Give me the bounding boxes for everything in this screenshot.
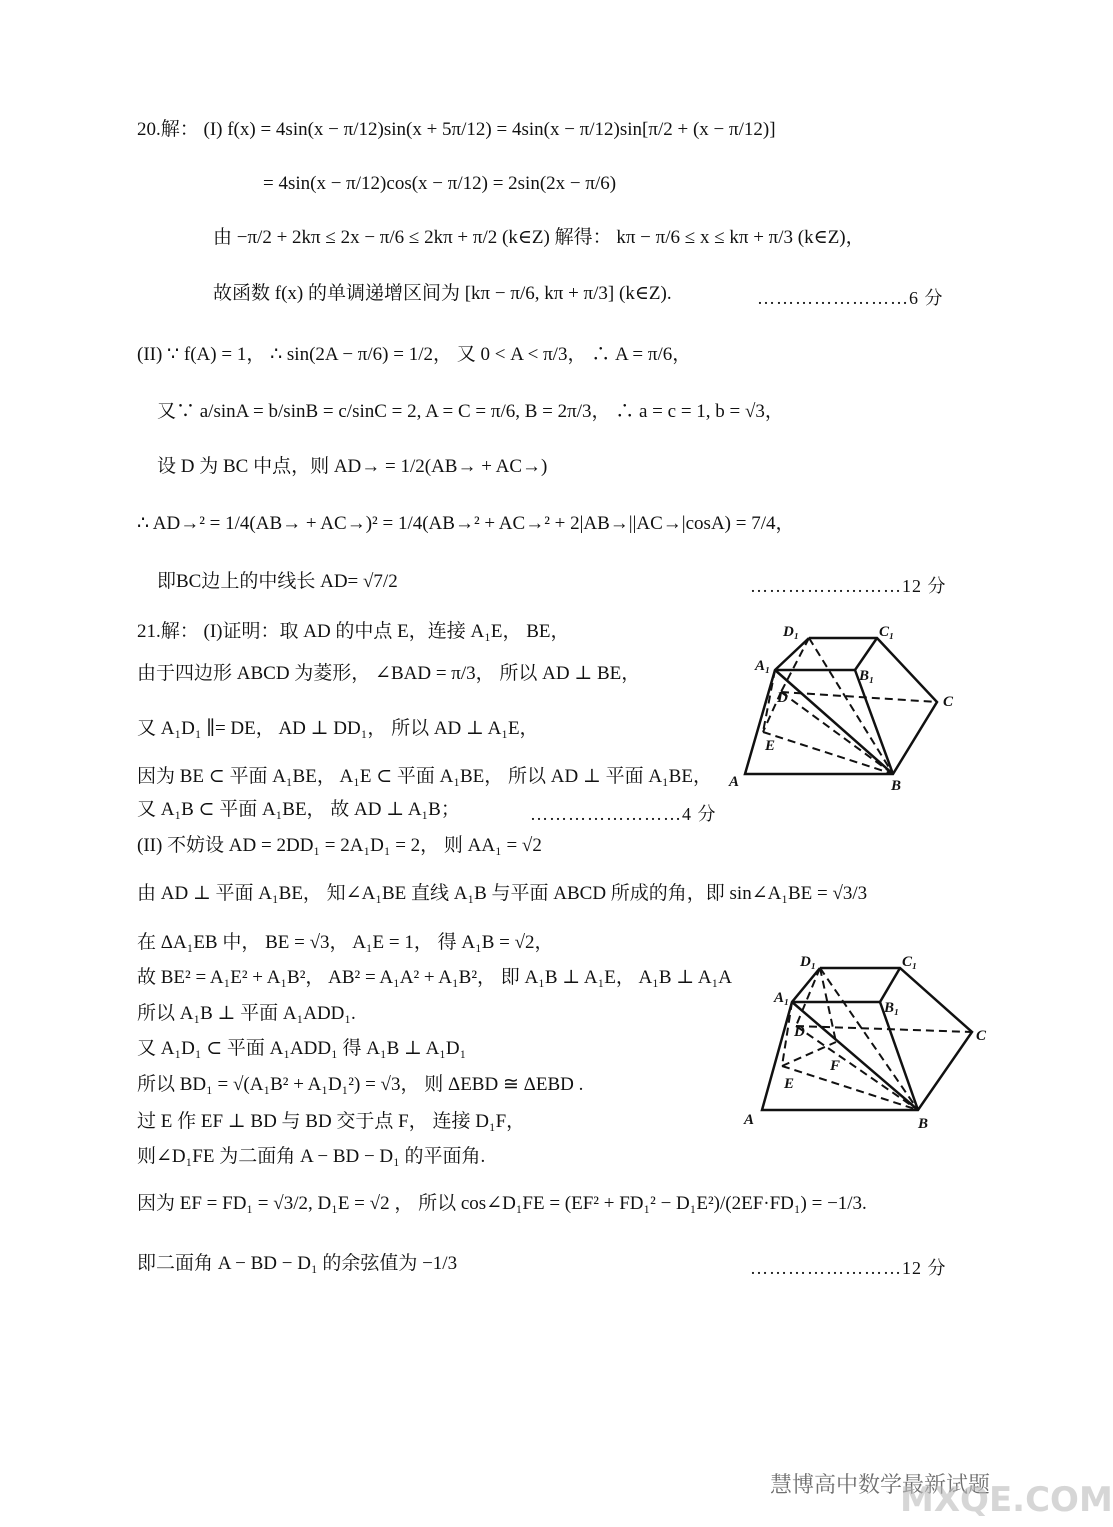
q20-line-3: 由 −π/2 + 2kπ ≤ 2x − π/6 ≤ 2kπ + π/2 (k∈Z) 解得： kπ − π/6 ≤ x ≤ kπ + π/3 (k∈Z)， xyxy=(213,227,865,248)
q21-score-12: ……………………12 分 xyxy=(750,1258,947,1278)
q21-line-16: 即二面角 A − BD − D₁ 的余弦值为 −1/3 xyxy=(137,1253,458,1274)
q21-line-10: 所以 A₁B ⊥ 平面 A₁ADD₁. xyxy=(137,1003,356,1024)
q21-score-4: ……………………4 分 xyxy=(530,804,717,824)
q20-line-8: ∴ AD→² = 1/4(AB→ + AC→)² = 1/4(AB→² + AC→² + 2|AB→||AC→|cosA) = 7/4， xyxy=(137,513,795,534)
q20-score-12: ……………………12 分 xyxy=(750,576,947,596)
q20-line-4: 故函数 f(x) 的单调递增区间为 [kπ − π/6, kπ + π/3] (k∈Z). xyxy=(213,283,672,304)
label-B: B xyxy=(891,778,902,794)
q20-line-5: (II) ∵ f(A) = 1， ∴ sin(2A − π/6) = 1/2， 又 0 < A < π/3， ∴ A = π/6， xyxy=(137,344,692,365)
label-C: C xyxy=(976,1028,987,1044)
label-C1: C₁ xyxy=(879,624,895,640)
q20-line-9: 即BC边上的中线长 AD= √7/2 xyxy=(157,571,398,592)
q21-line-7: 由 AD ⊥ 平面 A₁BE， 知∠A₁BE 直线 A₁B 与平面 ABCD 所成的角，即 sin∠A₁BE = √3/3 xyxy=(137,883,868,904)
q20-line-2: = 4sin(x − π/12)cos(x − π/12) = 2sin(2x − π/6) xyxy=(263,173,617,194)
q21-line-2: 由于四边形 ABCD 为菱形， ∠BAD = π/3， 所以 AD ⊥ BE， xyxy=(137,663,641,684)
q21-line-13: 过 E 作 EF ⊥ BD 与 BD 交于点 F， 连接 D₁F， xyxy=(137,1111,526,1132)
q20-line-7: 设 D 为 BC 中点，则 AD→ = 1/2(AB→ + AC→) xyxy=(157,456,548,477)
q21-line-14: 则∠D₁FE 为二面角 A − BD − D₁ 的平面角. xyxy=(137,1146,486,1167)
label-B1: B₁ xyxy=(859,668,875,684)
label-D1: D₁ xyxy=(800,954,817,970)
prism-figure-1 xyxy=(725,620,965,800)
label-C: C xyxy=(943,694,954,710)
label-D1: D₁ xyxy=(783,624,800,640)
watermark-text: 慧博高中数学最新试题 xyxy=(770,1473,991,1498)
label-E: E xyxy=(765,738,776,754)
label-F: F xyxy=(830,1058,841,1074)
label-A: A xyxy=(729,774,740,790)
q21-line-4: 因为 BE ⊂ 平面 A₁BE， A₁E ⊂ 平面 A₁BE， 所以 AD ⊥ 平面 A₁BE， xyxy=(137,766,712,787)
prism-figure-2 xyxy=(740,950,987,1135)
q21-line-9: 故 BE² = A₁E² + A₁B²， AB² = A₁A² + A₁B²， 即 A₁B ⊥ A₁E， A₁B ⊥ A₁A xyxy=(137,967,732,988)
label-D: D xyxy=(794,1024,805,1040)
label-C1: C₁ xyxy=(902,954,918,970)
q20-score-6: ……………………6 分 xyxy=(757,288,944,308)
q21-line-8: 在 ΔA₁EB 中， BE = √3， A₁E = 1， 得 A₁B = √2， xyxy=(137,932,554,953)
q21-line-6: (II) 不妨设 AD = 2DD₁ = 2A₁D₁ = 2， 则 AA₁ = √2 xyxy=(137,835,542,856)
label-A: A xyxy=(744,1112,755,1128)
q21-line-5: 又 A₁B ⊂ 平面 A₁BE， 故 AD ⊥ A₁B； xyxy=(137,799,460,820)
label-B: B xyxy=(918,1116,929,1132)
watermark-site: MXQE.COM xyxy=(900,1480,1113,1520)
label-D: D xyxy=(777,690,788,706)
q21-line-15: 因为 EF = FD₁ = √3/2, D₁E = √2 ， 所以 cos∠D₁FE = (EF² + FD₁² − D₁E²)/(2EF·FD₁) = −1/3. xyxy=(137,1193,867,1214)
q21-line-12: 所以 BD₁ = √(A₁B² + A₁D₁²) = √3， 则 ΔEBD ≅ ΔEBD . xyxy=(137,1074,584,1095)
label-A1: A₁ xyxy=(774,990,790,1006)
q21-line-1: 21.解： (I)证明：取 AD 的中点 E，连接 A₁E， BE， xyxy=(137,621,570,642)
q21-line-3: 又 A₁D₁ ∥= DE， AD ⊥ DD₁， 所以 AD ⊥ A₁E， xyxy=(137,718,539,739)
label-B1: B₁ xyxy=(884,1000,900,1016)
q21-line-11: 又 A₁D₁ ⊂ 平面 A₁ADD₁ 得 A₁B ⊥ A₁D₁ xyxy=(137,1038,467,1059)
label-E: E xyxy=(784,1076,795,1092)
label-A1: A₁ xyxy=(755,658,771,674)
q20-line-6: 又∵ a/sinA = b/sinB = c/sinC = 2, A = C = π/6, B = 2π/3， ∴ a = c = 1, b = √3， xyxy=(157,401,784,422)
q20-line-1: 20.解： (I) f(x) = 4sin(x − π/12)sin(x + 5π/12) = 4sin(x − π/12)sin[π/2 + (x − π/12)] xyxy=(137,119,776,140)
